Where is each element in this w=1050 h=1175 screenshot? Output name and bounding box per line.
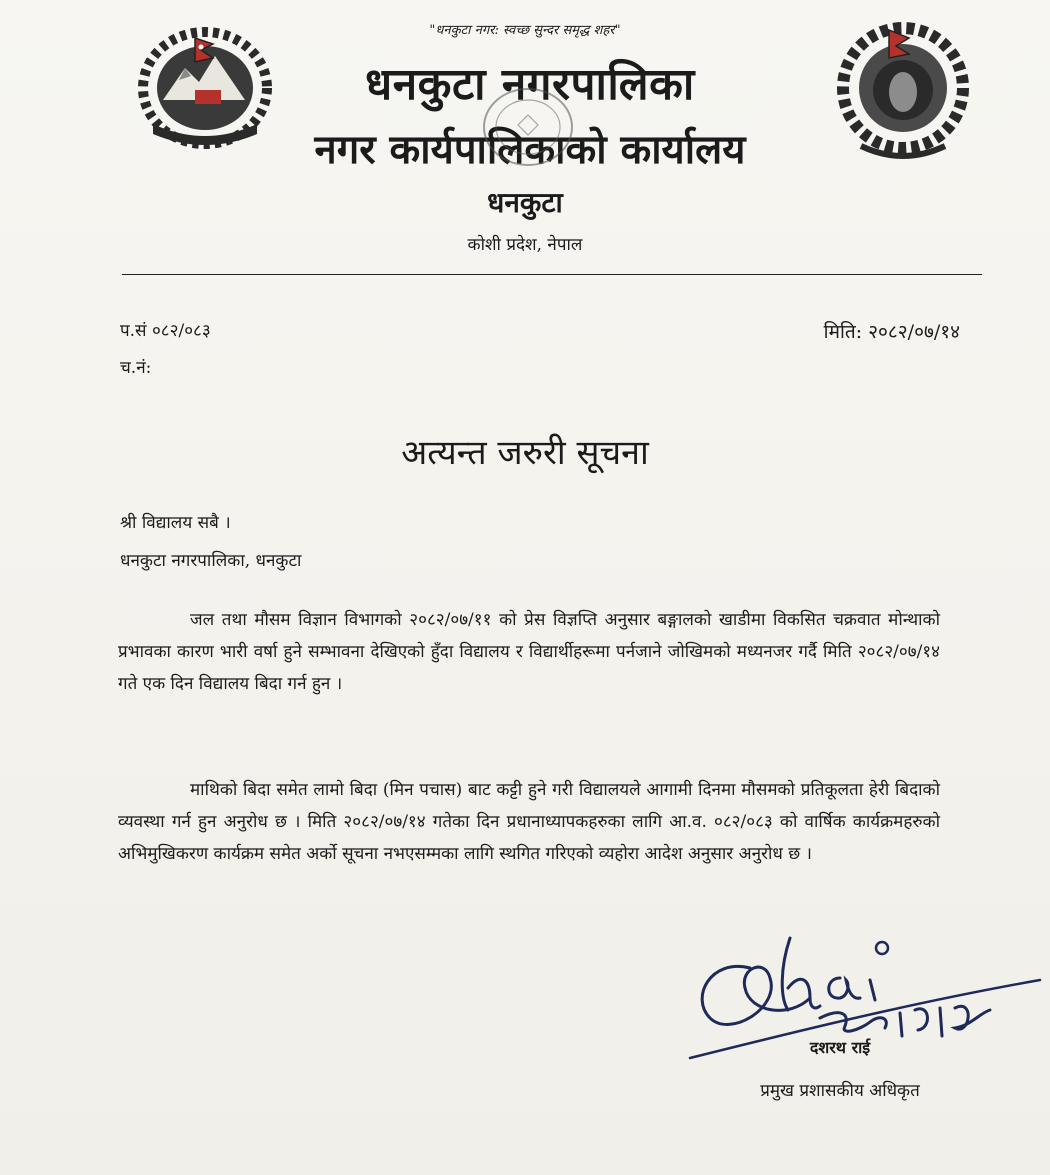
recipient-line-2: धनकुटा नगरपालिका, धनकुटा (120, 551, 302, 571)
district-name: धनकुटा (487, 186, 563, 219)
municipality-logo-icon (833, 18, 973, 168)
recipient-line-1: श्री विद्यालय सबै । (120, 513, 231, 533)
municipality-motto: "धनकुटा नगर: स्वच्छ सुन्दर समृद्ध शहर" (429, 23, 621, 38)
body-paragraph-1: जल तथा मौसम विज्ञान विभागको २०८२/०७/११ को प्रेस विज्ञप्ति अनुसार बङ्गालको खाडीमा विकसित चक्रवात मोन्थाको प्रभावका कारण भारी वर्षा हुने सम्भावना देखिएको हुँदा विद्यालय र विद्यार्थीहरूमा पर्नजाने जोखिमको मध्यनजर गर्दै मिति २०८२/०७/१४ गते एक दिन विद्यालय बिदा गर्न हुन । (118, 610, 940, 694)
municipality-name: धनकुटा नगरपालिका (365, 59, 695, 110)
reference-number: प.सं ०८२/०८३ (120, 321, 211, 341)
office-name: नगर कार्यपालिकाको कार्यालय (314, 127, 746, 173)
notice-title: अत्यन्त जरुरी सूचना (401, 433, 649, 473)
signer-name: दशरथ राई (809, 1038, 871, 1057)
province-name: कोशी प्रदेश, नेपाल (467, 235, 583, 255)
signer-title: प्रमुख प्रशासकीय अधिकृत (760, 1081, 920, 1101)
letter-date: मिति: २०८२/०७/१४ (823, 321, 960, 343)
office-seal-stamp (478, 85, 578, 175)
header-divider (122, 274, 982, 275)
dispatch-number: च.नं: (120, 358, 152, 378)
body-paragraph-2: माथिको बिदा समेत लामो बिदा (मिन पचास) बाट कट्टी हुने गरी विद्यालयले आगामी दिनमा मौसमको प्रतिकूलता हेरी बिदाको व्यवस्था गर्न हुन अनुरोध छ । मिति २०८२/०७/१४ गतेका दिन प्रधानाध्यापकहरुका लागि आ.व. ०८२/०८३ को वार्षिक कार्यक्रमहरुको अभिमुखिकरण कार्यक्रम समेत अर्को सूचना नभएसम्मका लागि स्थगित गरिएको व्यहोरा आदेश अनुसार अनुरोध छ । (118, 780, 940, 864)
